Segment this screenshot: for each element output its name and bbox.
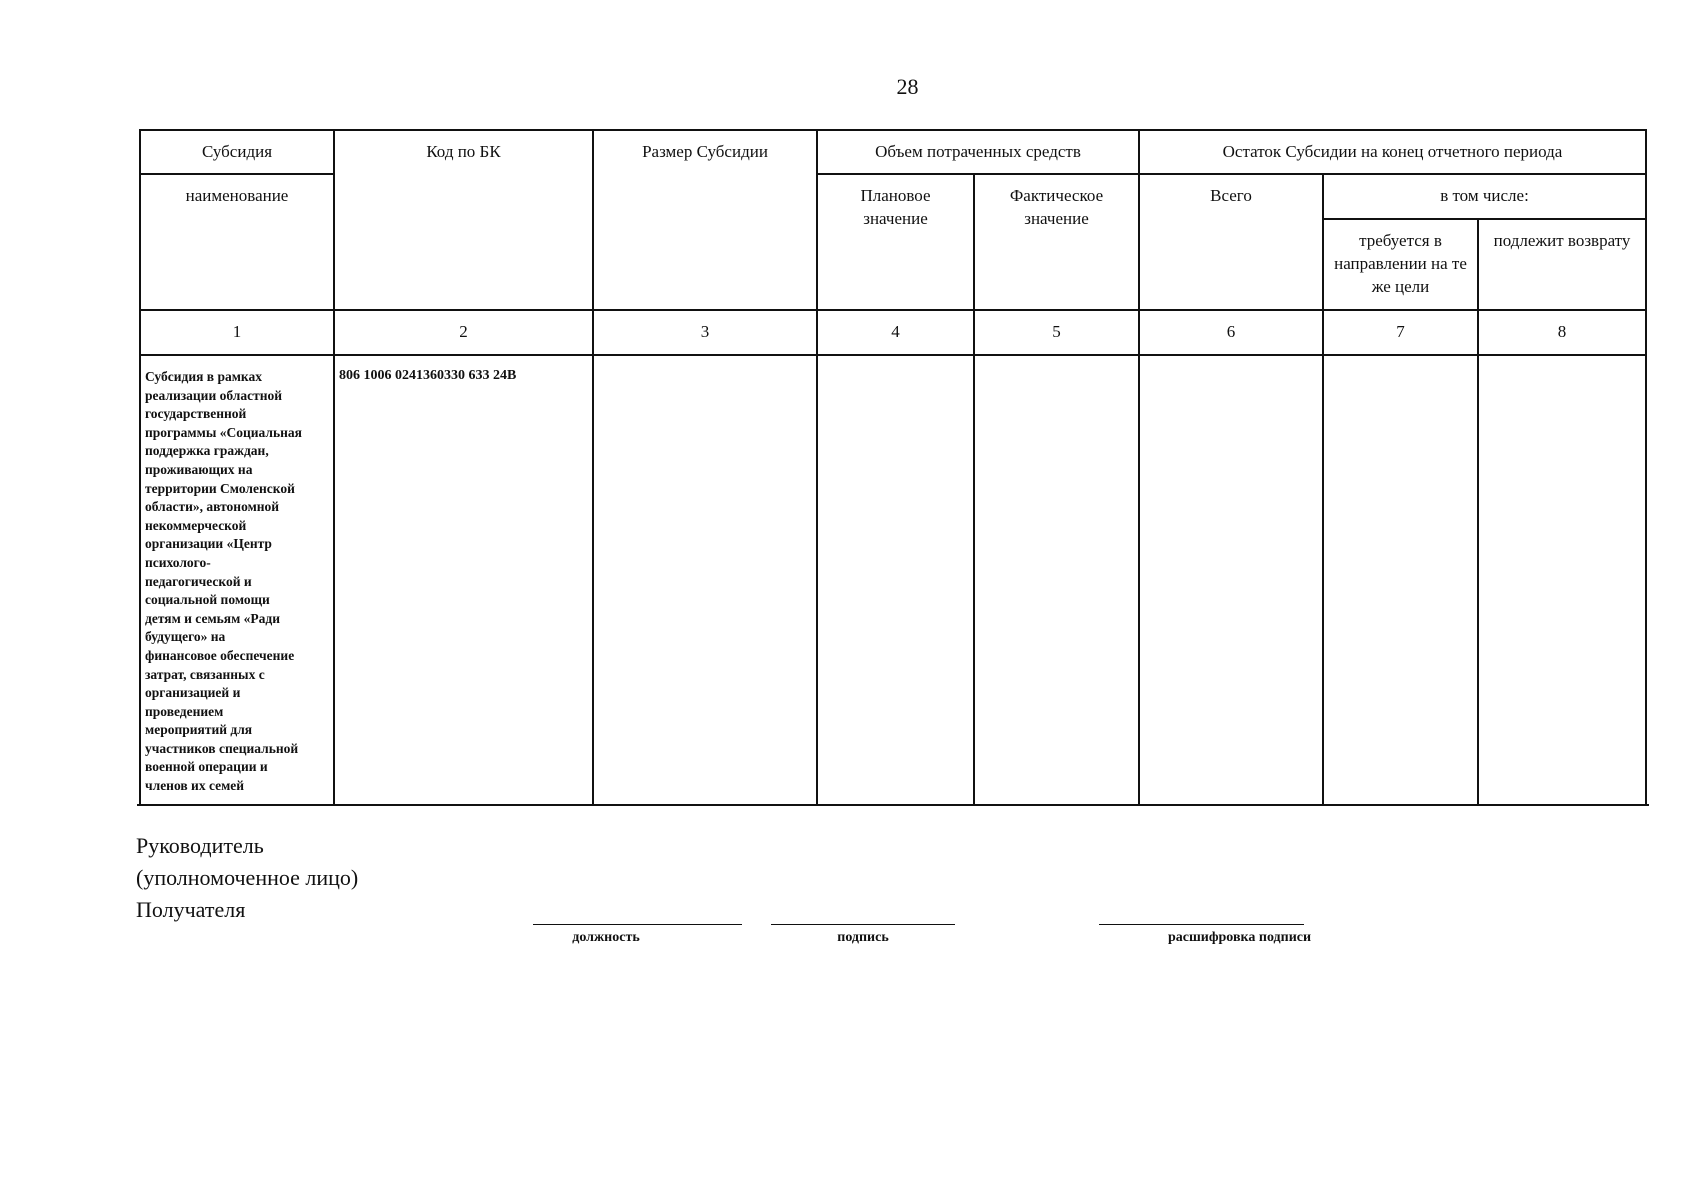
table-rule [1477, 218, 1479, 806]
column-number: 2 [459, 322, 468, 341]
page-number: 28 [896, 74, 919, 99]
table-rule [816, 129, 818, 806]
signature-title [136, 830, 358, 926]
header-bk-code: Код по БК [426, 142, 501, 161]
signature-line [771, 924, 955, 925]
column-number: 8 [1557, 322, 1567, 341]
column-number: 7 [1396, 322, 1405, 341]
header-total: Всего [1210, 186, 1252, 205]
position-caption: должность [572, 930, 640, 945]
header-required-same-goals: требуется в направлении на те же цели [1334, 231, 1467, 296]
column-number: 1 [232, 322, 242, 341]
table-rule [140, 354, 1646, 356]
table-border-right [1645, 129, 1647, 806]
table-border-bottom [137, 804, 1649, 806]
header-subsidy-size: Размер Субсидии [642, 142, 768, 161]
header-including: в том числе: [1440, 186, 1529, 205]
row-description: Субсидия в рамках реализации областной государственной программы «Социальная поддержка граждан, проживающих на территории Смоленской области», автономной некоммерческой организации «Центр психолого- педагогической и социальной помощи детям и семьям «Ради будущего» на финансовое обеспечение затрат, связанных с организацией и проведением мероприятий для участников специальной военной операции и членов их семей [145, 369, 302, 794]
transcript-caption: расшифровка подписи [1167, 930, 1312, 945]
table-rule [1138, 129, 1140, 806]
column-number: 3 [700, 322, 710, 341]
row-bk-code: 806 1006 0241360330 633 24В [339, 368, 517, 383]
column-number: 5 [1052, 322, 1061, 341]
column-number: 4 [891, 322, 900, 341]
header-remainder: Остаток Субсидии на конец отчетного периода [1222, 142, 1563, 161]
table-rule [973, 173, 975, 806]
header-planned: Плановое значение [860, 186, 931, 228]
header-spent-volume: Объем потраченных средств [875, 142, 1081, 161]
header-actual: Фактическое значение [1009, 186, 1104, 228]
table-border-left [139, 129, 141, 806]
transcript-line [1099, 924, 1304, 925]
table-rule [1322, 173, 1324, 806]
signature-title-line: Руководитель [136, 833, 264, 858]
signature-caption: подпись [837, 930, 889, 945]
signature-title-line: (уполномоченное лицо) [136, 865, 359, 890]
header-name: наименование [185, 186, 289, 205]
header-subsidy: Субсидия [201, 142, 273, 161]
position-line [533, 924, 742, 925]
column-number: 6 [1226, 322, 1236, 341]
header-to-return: подлежит возврату [1493, 231, 1631, 250]
signature-title-line: Получателя [136, 897, 246, 922]
table-rule [592, 129, 594, 806]
